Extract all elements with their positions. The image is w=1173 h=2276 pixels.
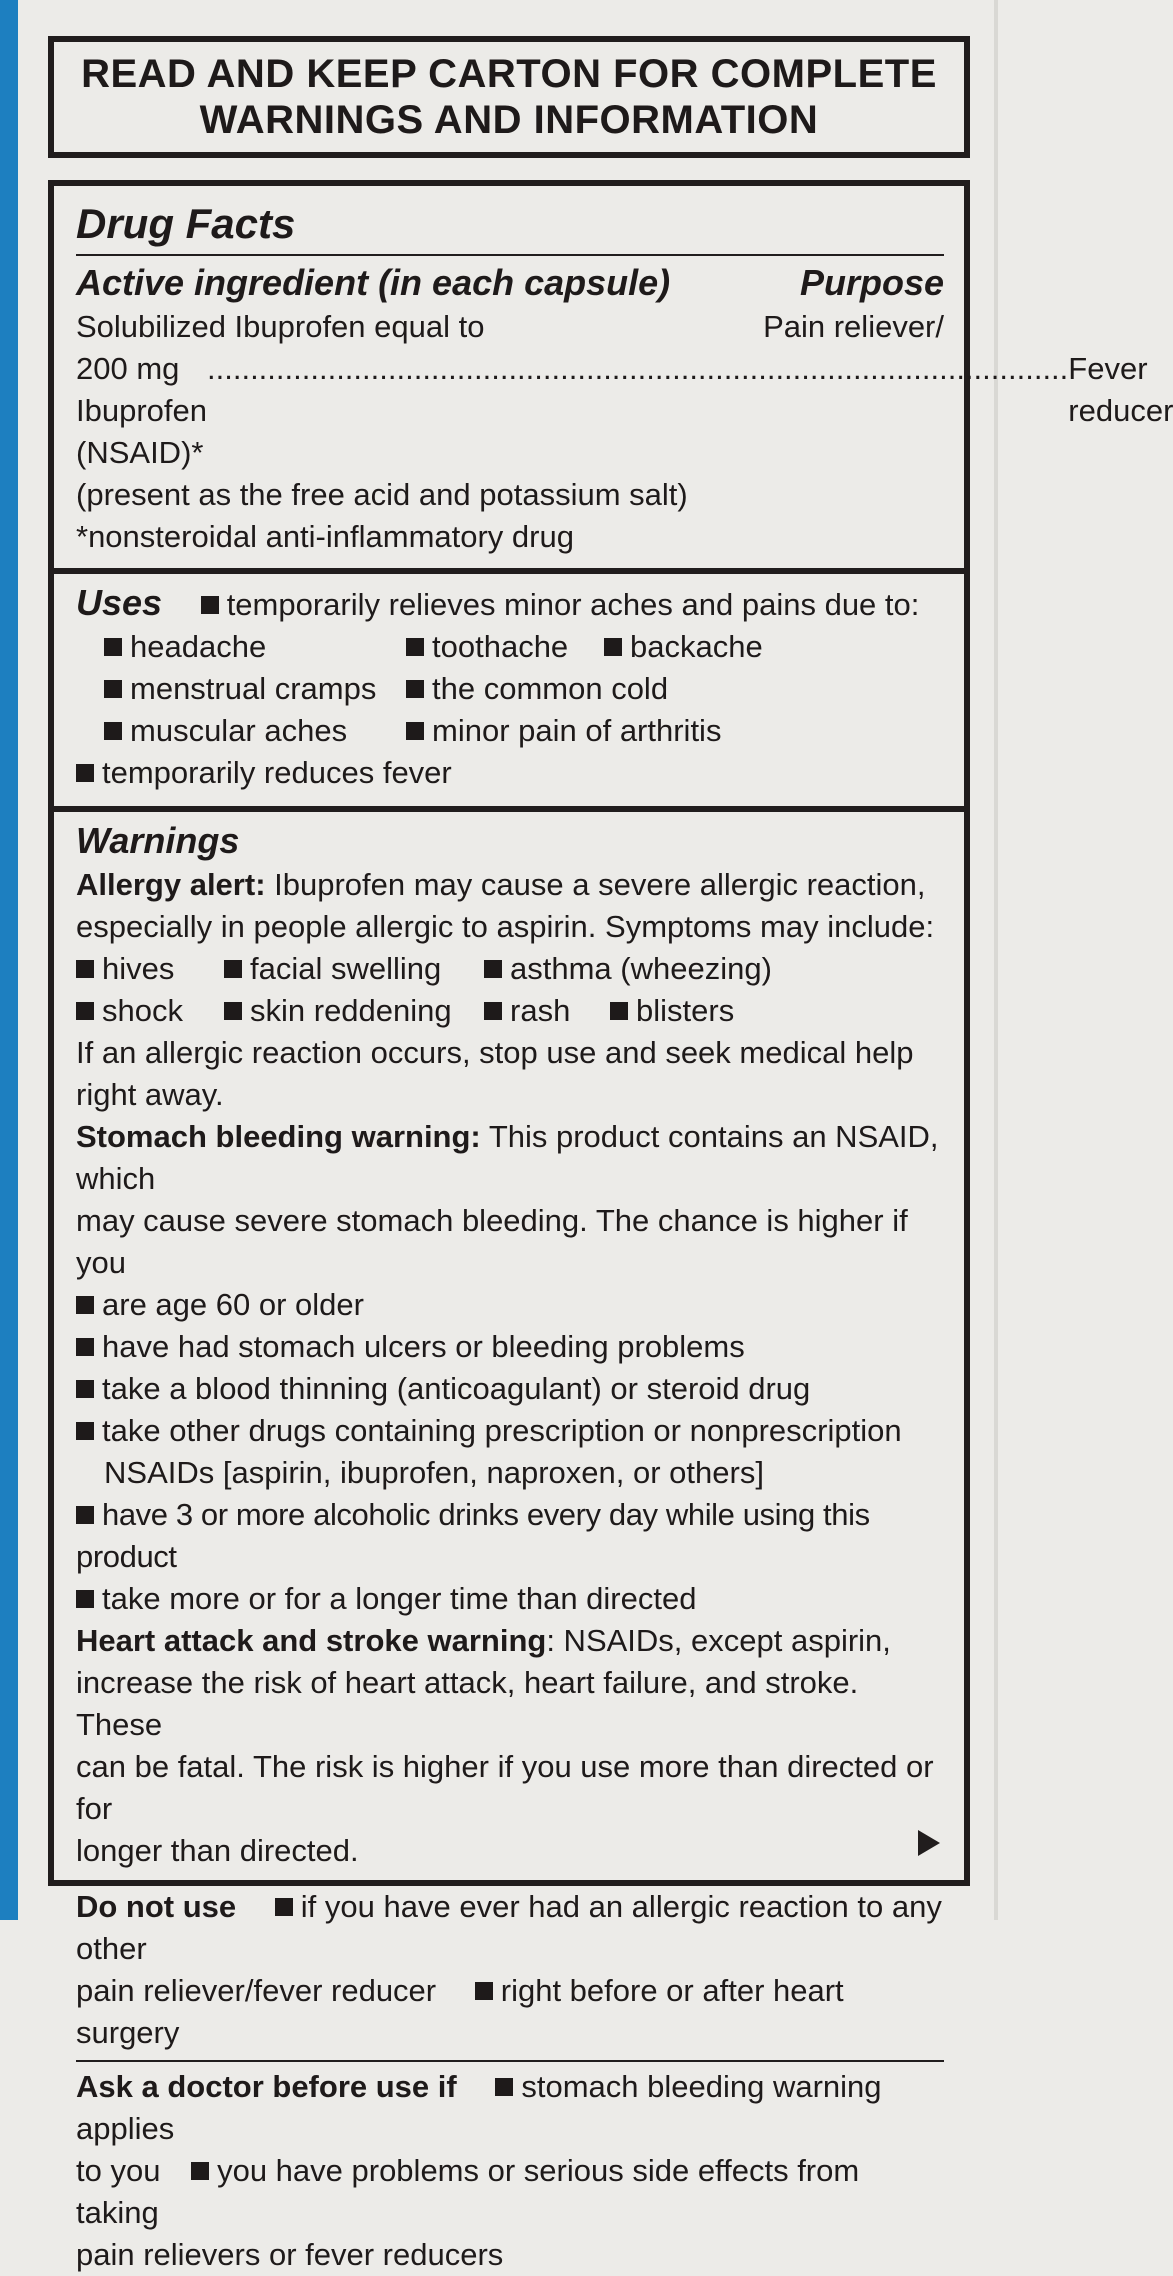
bullet-icon <box>475 1982 493 2000</box>
list-item: have had stomach ulcers or bleeding problems <box>76 1326 944 1368</box>
bullet-icon <box>275 1898 293 1916</box>
heart-line4: longer than directed. <box>76 1833 359 1868</box>
list-item-continuation: NSAIDs [aspirin, ibuprofen, naproxen, or others] <box>104 1455 764 1490</box>
list-item: backache <box>604 626 944 668</box>
bullet-icon <box>104 722 122 740</box>
warnings-heading: Warnings <box>76 820 240 861</box>
heart-line2: increase the risk of heart attack, heart failure, and stroke. These <box>76 1665 859 1742</box>
uses-intro: temporarily relieves minor aches and pains due to: <box>226 587 920 622</box>
bullet-icon <box>191 2162 209 2180</box>
active-ingredient-heading: Active ingredient (in each capsule) <box>76 262 671 303</box>
bullet-icon <box>76 1422 94 1440</box>
bullet-icon <box>76 1296 94 1314</box>
allergy-line1: Allergy alert: Ibuprofen may cause a severe allergic reaction, <box>76 867 926 902</box>
ask-doctor-line3: pain relievers or fever reducers <box>76 2237 504 2272</box>
ingredient-line2: 200 mg Ibuprofen (NSAID)* <box>76 351 207 470</box>
symptoms-row-2: shock skin reddening rash blisters <box>76 990 944 1032</box>
leader-dots: .................................................................................................... <box>207 351 1069 386</box>
bullet-icon <box>406 680 424 698</box>
bullet-icon <box>495 2078 513 2096</box>
uses-heading: Uses <box>76 582 163 623</box>
bullet-icon <box>604 638 622 656</box>
do-not-use-label: Do not use <box>76 1889 237 1924</box>
bullet-icon <box>406 722 424 740</box>
bullet-icon <box>76 960 94 978</box>
bullet-icon <box>76 1590 94 1608</box>
ingredient-line3: (present as the free acid and potassium salt) <box>76 477 688 512</box>
list-item: toothache <box>406 626 604 668</box>
ask-doctor-rule <box>76 2060 944 2062</box>
bullet-icon <box>76 1002 94 1020</box>
bullet-icon <box>104 638 122 656</box>
bullet-icon <box>76 1506 94 1524</box>
allergy-after1: If an allergic reaction occurs, stop use and seek medical help <box>76 1035 914 1070</box>
purpose-line2: Fever reducer <box>1068 351 1173 428</box>
drug-facts-panel <box>48 180 1173 2272</box>
list-item: minor pain of arthritis <box>406 710 944 752</box>
bullet-icon <box>484 960 502 978</box>
bullet-icon <box>484 1002 502 1020</box>
ingredient-row-1 <box>76 306 944 348</box>
ingredient-line1: Solubilized Ibuprofen equal to <box>76 309 485 344</box>
ask-doctor-line2: to you you have problems or serious side effects from taking <box>76 2153 860 2230</box>
list-item: headache <box>104 626 406 668</box>
ask-doctor-line1: Ask a doctor before use if stomach bleeding warning applies <box>76 2069 882 2146</box>
list-item: the common cold <box>406 668 944 710</box>
bullet-icon <box>406 638 424 656</box>
carton-header-line2: WARNINGS AND INFORMATION <box>199 98 819 142</box>
list-item: take a blood thinning (anticoagulant) or steroid drug <box>76 1368 944 1410</box>
active-heading-row <box>76 260 944 306</box>
active-ingredient-section <box>76 198 1173 558</box>
list-item: are age 60 or older <box>76 1284 944 1326</box>
stomach-label: Stomach bleeding warning: <box>76 1119 481 1154</box>
heart-line3: can be fatal. The risk is higher if you use more than directed or for <box>76 1749 934 1826</box>
bullet-icon <box>76 1338 94 1356</box>
stomach-line1: Stomach bleeding warning: This product contains an NSAID, which <box>76 1119 939 1196</box>
uses-fever-row <box>76 752 944 794</box>
ingredient-row-2 <box>76 348 1173 474</box>
bullet-icon <box>610 1002 628 1020</box>
purpose-heading: Purpose <box>799 262 944 303</box>
purpose-line1: Pain reliever/ <box>763 309 944 344</box>
list-item: take more or for a longer time than directed <box>76 1578 944 1620</box>
allergy-line2: especially in people allergic to aspirin. Symptoms may include: <box>76 909 935 944</box>
continue-arrow-icon <box>918 1830 940 1856</box>
do-not-use-rule <box>76 1880 944 1882</box>
do-not-use-line2: pain reliever/fever reducer right before or after heart surgery <box>76 1973 844 2050</box>
bullet-icon <box>224 1002 242 1020</box>
bullet-icon <box>224 960 242 978</box>
carton-edge-stripe <box>0 0 18 1920</box>
bullet-icon <box>104 680 122 698</box>
heart-line1: Heart attack and stroke warning: NSAIDs, except aspirin, <box>76 1623 891 1658</box>
uses-intro-row <box>76 582 944 626</box>
ingredient-line4: *nonsteroidal anti-inflammatory drug <box>76 519 574 554</box>
uses-list <box>76 626 944 752</box>
allergy-after2: right away. <box>76 1077 224 1112</box>
ask-doctor-label: Ask a doctor before use if <box>76 2069 457 2104</box>
list-item: muscular aches <box>104 710 406 752</box>
list-item: have 3 or more alcoholic drinks every day while using this product <box>76 1497 870 1574</box>
bullet-icon <box>76 1380 94 1398</box>
bullet-icon <box>76 764 94 782</box>
carton-header-box <box>48 36 970 158</box>
symptoms-row-1: hives facial swelling asthma (wheezing) <box>76 948 944 990</box>
uses-section <box>76 574 944 806</box>
stomach-line2: may cause severe stomach bleeding. The chance is higher if you <box>76 1203 908 1280</box>
title-rule <box>76 254 944 256</box>
carton-right-edge <box>994 0 998 1920</box>
heart-label: Heart attack and stroke warning <box>76 1623 547 1658</box>
bullet-icon <box>201 596 219 614</box>
warnings-section <box>76 812 944 2276</box>
uses-fever: temporarily reduces fever <box>102 755 452 790</box>
carton-header-line1: READ AND KEEP CARTON FOR COMPLETE <box>81 52 937 96</box>
drug-facts-title: Drug Facts <box>76 200 296 247</box>
allergy-label: Allergy alert: <box>76 867 266 902</box>
do-not-use-line1: Do not use if you have ever had an allergic reaction to any other <box>76 1889 942 1966</box>
list-item: take other drugs containing prescription or nonprescription <box>76 1410 944 1452</box>
list-item: menstrual cramps <box>104 668 406 710</box>
